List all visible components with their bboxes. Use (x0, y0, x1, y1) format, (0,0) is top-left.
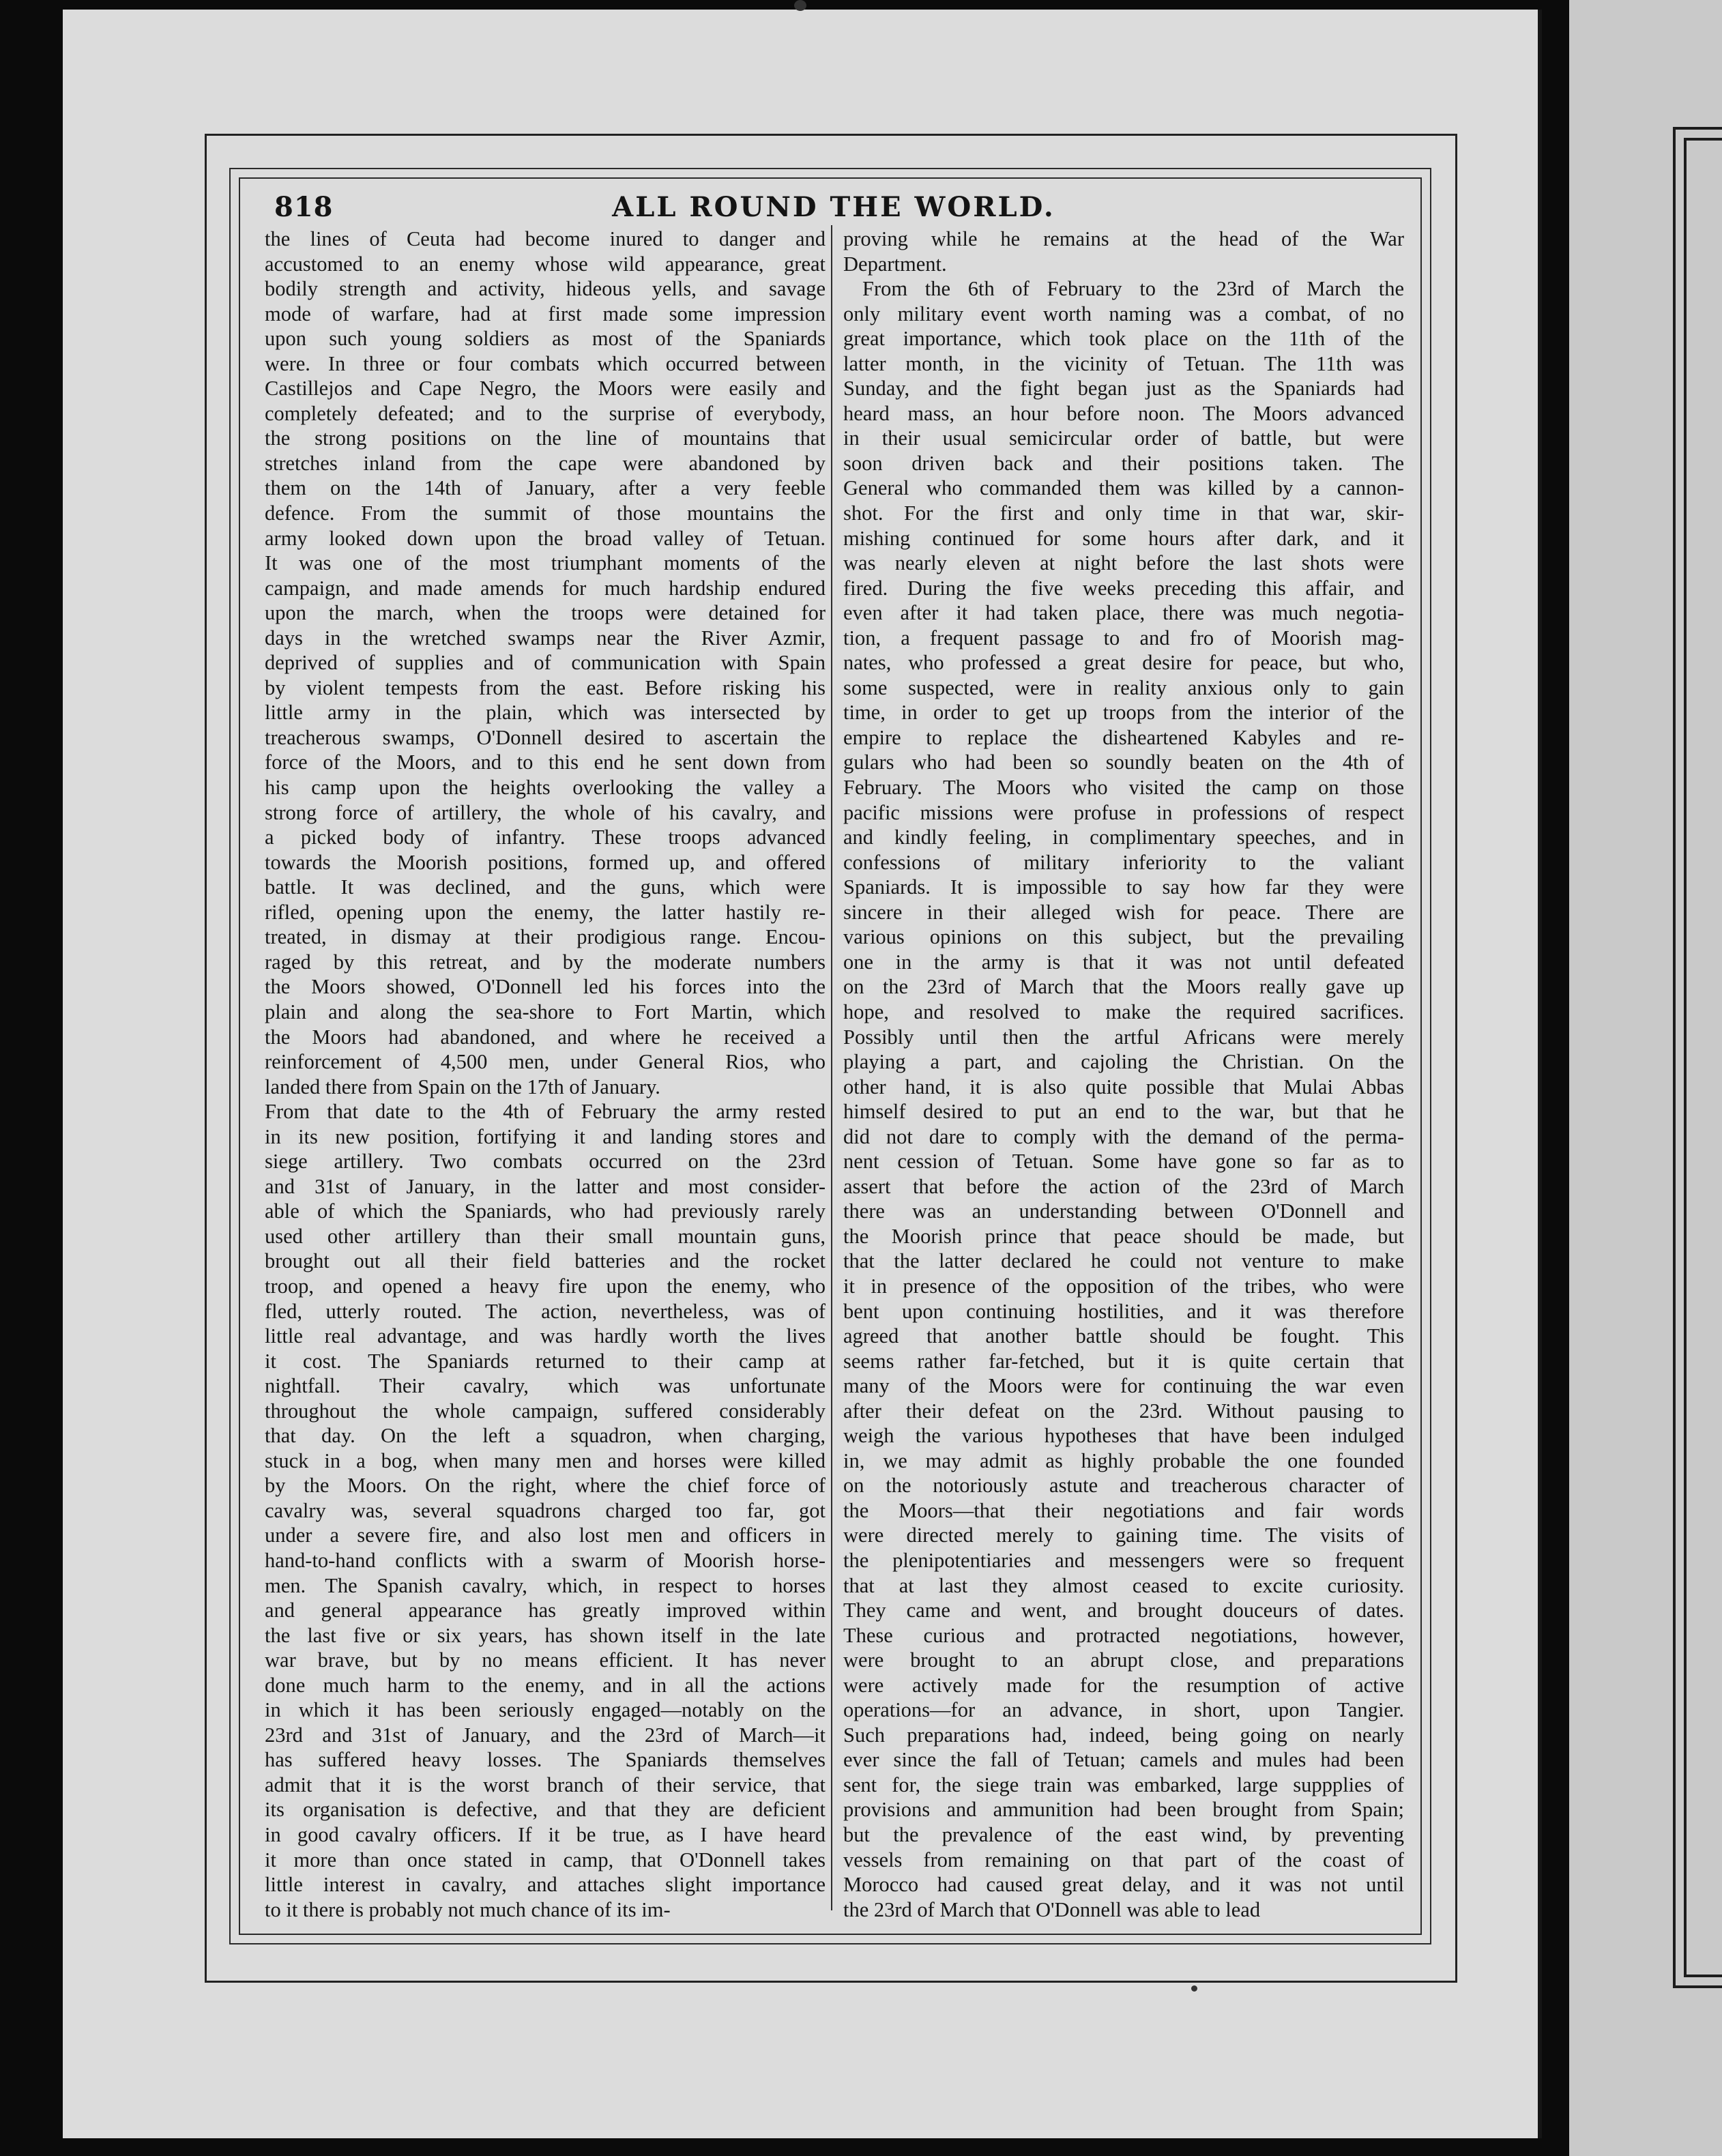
text-line: in their usual semicircular order of battle, but were (843, 426, 1404, 450)
text-line: it more than once stated in camp, that O'Donnell takes (265, 1848, 826, 1871)
text-line: They came and went, and brought douceurs of dates. (843, 1599, 1404, 1622)
text-line: done much harm to the enemy, and in all the actions (265, 1673, 826, 1697)
text-line: the last five or six years, has shown itself in the late (265, 1623, 826, 1647)
text-line: the Moorish prince that peace should be made, but (843, 1224, 1404, 1248)
text-line: nates, who professed a great desire for peace, but who, (843, 651, 1404, 675)
text-line: Possibly until then the artful Africans were merely (843, 1025, 1404, 1049)
text-line: General who commanded them was killed by a cannon- (843, 476, 1404, 500)
text-line: Spaniards. It is impossible to say how far they were (843, 875, 1404, 899)
text-line: and general appearance has greatly improved within (265, 1599, 826, 1622)
text-line: the lines of Ceuta had become inured to danger and (265, 227, 826, 250)
text-line: rifled, opening upon the enemy, the latter hastily re- (265, 900, 826, 924)
text-line: little real advantage, and was hardly worth the lives (265, 1324, 826, 1348)
text-line: used other artillery than their small mountain guns, (265, 1224, 826, 1248)
text-line: on the 23rd of March that the Moors really gave up (843, 975, 1404, 999)
text-line: mishing continued for some hours after dark, and it (843, 526, 1404, 550)
text-line: empire to replace the disheartened Kabyles and re- (843, 725, 1404, 749)
text-line: army looked down upon the broad valley of Tetuan. (265, 526, 826, 550)
text-line: it cost. The Spaniards returned to their camp at (265, 1349, 826, 1373)
text-line: them on the 14th of January, after a very feeble (265, 476, 826, 500)
text-line: hand-to-hand conflicts with a swarm of Moorish horse- (265, 1548, 826, 1572)
text-line: to it there is probably not much chance of its im- (265, 1897, 671, 1921)
page-number: 818 (274, 191, 334, 223)
text-line: under a severe fire, and also lost men and officers in (265, 1524, 826, 1547)
text-line: some suspected, were in reality anxious only to gain (843, 675, 1404, 699)
ink-speck (794, 0, 806, 11)
text-line: Morocco had caused great delay, and it was not until (843, 1873, 1404, 1897)
text-line: days in the wretched swamps near the River Azmir, (265, 626, 826, 650)
text-line: and kindly feeling, in complimentary speeches, and in (843, 826, 1404, 849)
text-line: deprived of supplies and of communication with Spain (265, 651, 826, 675)
text-line: throughout the whole campaign, suffered considerably (265, 1399, 826, 1423)
text-line: heard mass, an hour before noon. The Moors advanced (843, 401, 1404, 425)
text-line: after their defeat on the 23rd. Without pausing to (843, 1399, 1404, 1423)
text-line: a picked body of infantry. These troops advanced (265, 826, 826, 849)
text-line: hope, and resolved to make the required sacrifices. (843, 1000, 1404, 1023)
text-line: latter month, in the vicinity of Tetuan. The 11th was (843, 351, 1404, 375)
text-line: Sunday, and the fight began just as the Spaniards had (843, 377, 1404, 400)
text-line: it in presence of the opposition of the tribes, who were (843, 1274, 1404, 1298)
text-line: These curious and protracted negotiations, however, (843, 1623, 1404, 1647)
text-line: pacific missions were profuse in professions of respect (843, 800, 1404, 824)
text-line: completely defeated; and to the surprise of everybody, (265, 401, 826, 425)
text-line: nightfall. Their cavalry, which was unfortunate (265, 1374, 826, 1398)
text-line: his camp upon the heights overlooking the valley a (265, 776, 826, 800)
text-line: soon driven back and their positions taken. The (843, 451, 1404, 475)
text-line: little interest in cavalry, and attaches slight importance (265, 1873, 826, 1897)
text-line: shot. For the first and only time in that war, skir- (843, 501, 1404, 525)
text-line: landed there from Spain on the 17th of January. (265, 1075, 660, 1098)
column-divider (831, 225, 832, 1910)
text-line: Such preparations had, indeed, being going on nearly (843, 1723, 1404, 1747)
text-line: playing a part, and cajoling the Christian. On the (843, 1050, 1404, 1074)
text-line: defence. From the summit of those mountains the (265, 501, 826, 525)
text-line: the strong positions on the line of mountains that (265, 426, 826, 450)
text-line: great importance, which took place on the 11th of the (843, 327, 1404, 351)
text-line: that day. On the left a squadron, when charging, (265, 1424, 826, 1448)
text-line: were. In three or four combats which occurred between (265, 351, 826, 375)
text-line: time, in order to get up troops from the interior of the (843, 701, 1404, 725)
text-line: troop, and opened a heavy fire upon the enemy, who (265, 1274, 826, 1298)
text-line: bodily strength and activity, hideous yells, and savage (265, 277, 826, 301)
right-text-column (843, 227, 1404, 1922)
text-line: by the Moors. On the right, where the chief force of (265, 1474, 826, 1498)
text-line: 23rd and 31st of January, and the 23rd of March—it (265, 1723, 826, 1747)
text-line: It was one of the most triumphant moments of the (265, 551, 826, 575)
left-text-column (265, 227, 826, 1922)
text-line: agreed that another battle should be fought. This (843, 1324, 1404, 1348)
text-line: its organisation is defective, and that they are deficient (265, 1798, 826, 1822)
text-line: tion, a frequent passage to and fro of Moorish mag- (843, 626, 1404, 650)
text-line: and 31st of January, in the latter and most consider- (265, 1174, 826, 1198)
text-line: cavalry was, several squadrons charged too far, got (265, 1498, 826, 1522)
text-line: were brought to an abrupt close, and preparations (843, 1648, 1404, 1672)
text-line: even after it had taken place, there was much negotia- (843, 601, 1404, 625)
text-line: one in the army is that it was not until defeated (843, 950, 1404, 974)
text-line: mode of warfare, had at first made some impression (265, 302, 826, 325)
text-line: raged by this retreat, and by the moderate numbers (265, 950, 826, 974)
text-line: From the 6th of February to the 23rd of March the (862, 277, 1404, 301)
text-line: in its new position, fortifying it and landing stores and (265, 1124, 826, 1148)
text-line: vessels from remaining on that part of the coast of (843, 1848, 1404, 1871)
text-line: men. The Spanish cavalry, which, in respect to horses (265, 1573, 826, 1597)
text-line: himself desired to put an end to the war, but that he (843, 1100, 1404, 1124)
text-line: the Moors showed, O'Donnell led his forces into the (265, 975, 826, 999)
adjacent-page-border-inner (1684, 138, 1722, 1977)
text-line: fired. During the five weeks preceding this affair, and (843, 576, 1404, 600)
text-line: sent for, the siege train was embarked, large suppplies of (843, 1773, 1404, 1796)
text-line: were actively made for the resumption of active (843, 1673, 1404, 1697)
text-line: but the prevalence of the east wind, by preventing (843, 1823, 1404, 1846)
text-line: that the latter declared he could not venture to make (843, 1249, 1404, 1273)
text-line: stretches inland from the cape were abandoned by (265, 451, 826, 475)
text-line: confessions of military inferiority to the valiant (843, 850, 1404, 874)
text-line: Department. (843, 252, 947, 276)
text-line: weigh the various hypotheses that have been indulged (843, 1424, 1404, 1448)
text-line: treated, in dismay at their prodigious range. Encou- (265, 925, 826, 949)
text-line: admit that it is the worst branch of their service, that (265, 1773, 826, 1796)
text-line: gulars who had been so soundly beaten on the 4th of (843, 751, 1404, 774)
text-line: battle. It was declined, and the guns, which were (265, 875, 826, 899)
text-line: upon such young soldiers as most of the Spaniards (265, 327, 826, 351)
text-line: February. The Moors who visited the camp on those (843, 776, 1404, 800)
text-line: able of which the Spaniards, who had previously rarely (265, 1199, 826, 1223)
text-line: From that date to the 4th of February the army rested (265, 1100, 826, 1124)
page-header (265, 184, 1403, 228)
text-line: bent upon continuing hostilities, and it was therefore (843, 1299, 1404, 1323)
text-line: little army in the plain, which was intersected by (265, 701, 826, 725)
text-line: stuck in a bog, when many men and horses were killed (265, 1448, 826, 1472)
running-head: ALL ROUND THE WORLD. (612, 191, 1055, 223)
text-line: reinforcement of 4,500 men, under General Rios, who (265, 1050, 826, 1074)
text-line: brought out all their field batteries and the rocket (265, 1249, 826, 1273)
text-line: towards the Moorish positions, formed up, and offered (265, 850, 826, 874)
text-line: by violent tempests from the east. Before risking his (265, 675, 826, 699)
text-line: many of the Moors were for continuing the war even (843, 1374, 1404, 1398)
text-line: siege artillery. Two combats occurred on the 23rd (265, 1150, 826, 1174)
ink-speck (1191, 1985, 1197, 1992)
text-line: did not dare to comply with the demand of the perma- (843, 1124, 1404, 1148)
text-line: the plenipotentiaries and messengers were so frequent (843, 1548, 1404, 1572)
text-line: seems rather far-fetched, but it is quite certain that (843, 1349, 1404, 1373)
text-line: nent cession of Tetuan. Some have gone so far as to (843, 1150, 1404, 1174)
text-line: in, we may admit as highly probable the one founded (843, 1448, 1404, 1472)
text-line: there was an understanding between O'Donnell and (843, 1199, 1404, 1223)
text-line: force of the Moors, and to this end he sent down from (265, 751, 826, 774)
text-line: other hand, it is also quite possible that Mulai Abbas (843, 1075, 1404, 1098)
text-line: sincere in their alleged wish for peace. There are (843, 900, 1404, 924)
text-line: plain and along the sea-shore to Fort Martin, which (265, 1000, 826, 1023)
text-line: strong force of artillery, the whole of his cavalry, and (265, 800, 826, 824)
text-line: war brave, but by no means efficient. It has never (265, 1648, 826, 1672)
text-line: operations—for an advance, in short, upon Tangier. (843, 1698, 1404, 1722)
text-line: in good cavalry officers. If it be true, as I have heard (265, 1823, 826, 1846)
text-line: campaign, and made amends for much hardship endured (265, 576, 826, 600)
text-line: treacherous swamps, O'Donnell desired to ascertain the (265, 725, 826, 749)
text-line: were directed merely to gaining time. The visits of (843, 1524, 1404, 1547)
text-line: has suffered heavy losses. The Spaniards themselves (265, 1748, 826, 1772)
text-line: provisions and ammunition had been brought from Spain; (843, 1798, 1404, 1822)
text-line: was nearly eleven at night before the last shots were (843, 551, 1404, 575)
text-line: the 23rd of March that O'Donnell was able to lead (843, 1897, 1261, 1921)
text-line: only military event worth naming was a combat, of no (843, 302, 1404, 325)
text-line: fled, utterly routed. The action, nevertheless, was of (265, 1299, 826, 1323)
text-line: proving while he remains at the head of the War (843, 227, 1404, 250)
text-line: the Moors—that their negotiations and fair words (843, 1498, 1404, 1522)
text-line: the Moors had abandoned, and where he received a (265, 1025, 826, 1049)
text-line: accustomed to an enemy whose wild appearance, great (265, 252, 826, 276)
text-line: various opinions on this subject, but the prevailing (843, 925, 1404, 949)
text-line: assert that before the action of the 23rd of March (843, 1174, 1404, 1198)
text-line: that at last they almost ceased to excite curiosity. (843, 1573, 1404, 1597)
text-line: Castillejos and Cape Negro, the Moors were easily and (265, 377, 826, 400)
text-line: ever since the fall of Tetuan; camels and mules had been (843, 1748, 1404, 1772)
text-line: upon the march, when the troops were detained for (265, 601, 826, 625)
text-line: in which it has been seriously engaged—notably on the (265, 1698, 826, 1722)
text-line: on the notoriously astute and treacherous character of (843, 1474, 1404, 1498)
